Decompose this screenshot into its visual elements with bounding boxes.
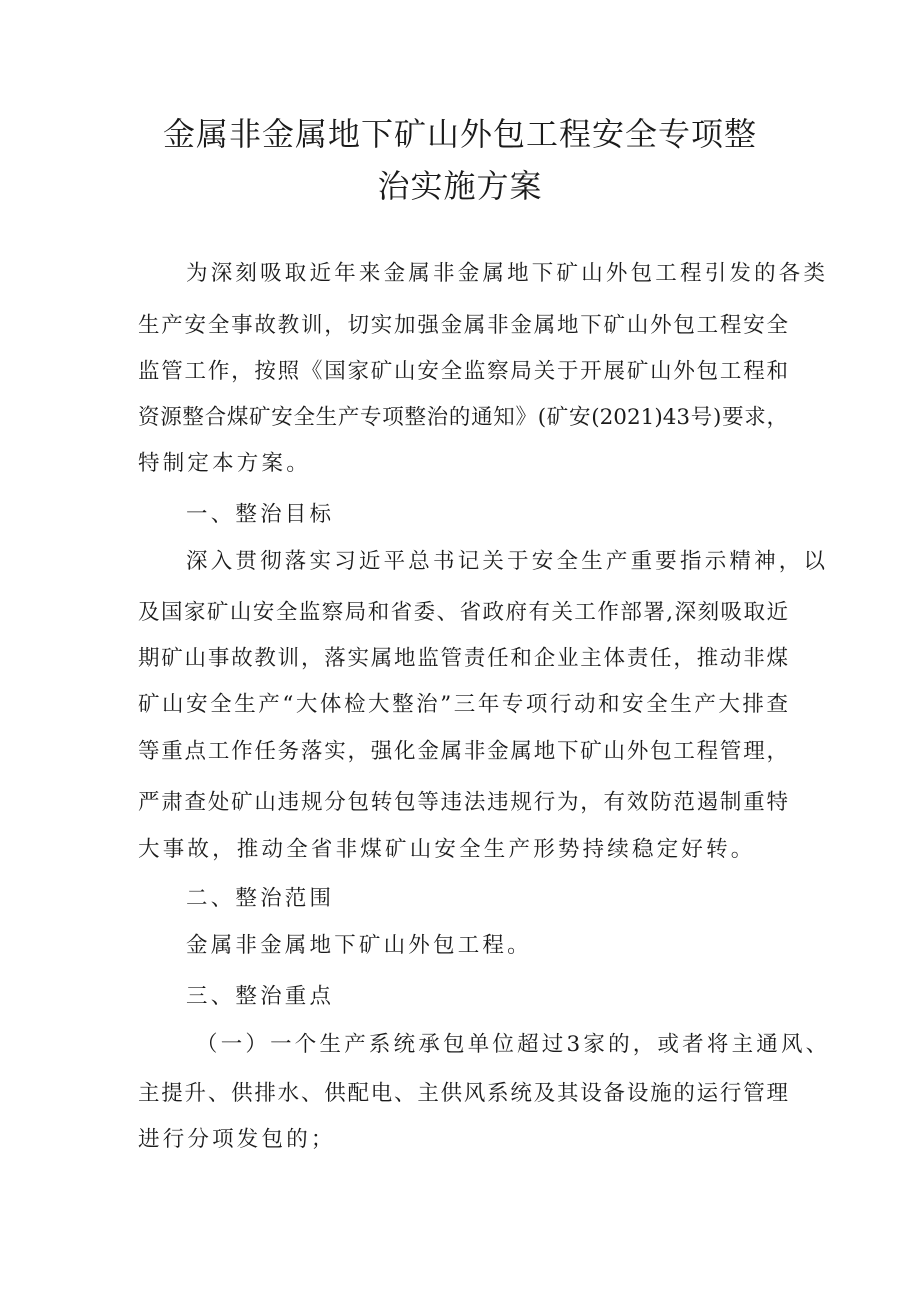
intro-line-2: 生产安全事故教训，切实加强金属非金属地下矿山外包工程安全 [138, 313, 788, 338]
section3-item1-line-2: 主提升、供排水、供配电、主供风系统及其设备设施的运行管理 [138, 1081, 788, 1106]
intro-line-4: 资源整合煤矿安全生产专项整治的通知》(矿安(2021)43号)要求， [138, 405, 788, 430]
section1-heading: 一、整治目标 [186, 502, 335, 527]
section1-line-7: 大事故，推动全省非煤矿山安全生产形势持续稳定好转。 [138, 837, 756, 862]
intro-line-3: 监管工作，按照《国家矿山安全监察局关于开展矿山外包工程和 [138, 359, 788, 384]
section2-body: 金属非金属地下矿山外包工程。 [186, 933, 532, 958]
section1-line-6: 严肃查处矿山违规分包转包等违法违规行为，有效防范遏制重特 [138, 790, 788, 815]
section3-heading: 三、整治重点 [186, 984, 335, 1009]
intro-line-5: 特制定本方案。 [138, 451, 311, 476]
section1-line-5: 等重点工作任务落实，强化金属非金属地下矿山外包工程管理， [138, 739, 788, 764]
section2-heading: 二、整治范围 [186, 886, 335, 911]
section1-line-1: 深入贯彻落实习近平总书记关于安全生产重要指示精神，以 [186, 549, 829, 574]
document-title [130, 108, 790, 212]
section3-item1-line-3: 进行分项发包的； [138, 1127, 336, 1152]
section3-item1-line-1: （一）一个生产系统承包单位超过3家的，或者将主通风、 [196, 1032, 831, 1057]
title-line-1: 金属非金属地下矿山外包工程安全专项整 [162, 115, 757, 153]
section1-line-2: 及国家矿山安全监察局和省委、省政府有关工作部署,深刻吸取近 [138, 600, 788, 625]
intro-line-1: 为深刻吸取近年来金属非金属地下矿山外包工程引发的各类 [186, 261, 829, 286]
section1-line-3: 期矿山事故教训，落实属地监管责任和企业主体责任，推动非煤 [138, 646, 788, 671]
section1-line-4: 矿山安全生产“大体检大整治”三年专项行动和安全生产大排查 [138, 692, 788, 717]
title-line-2: 治实施方案 [377, 167, 543, 205]
